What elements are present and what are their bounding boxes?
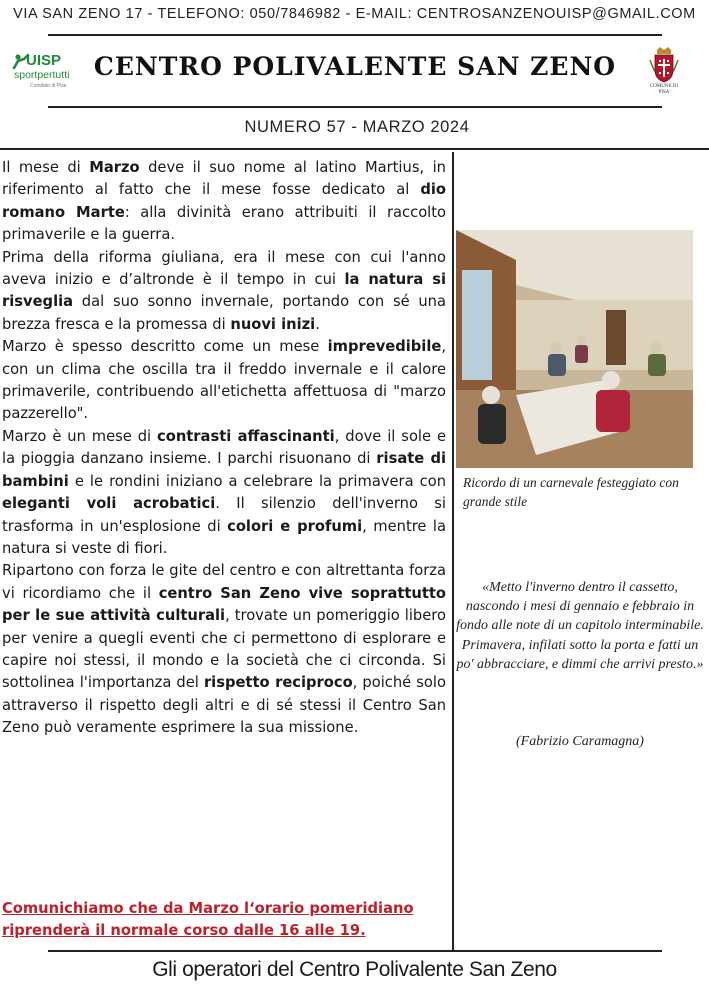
article-paragraph: Ripartono con forza le gite del centro e con altrettanta forza vi ricordiamo che il centro San Zeno vive soprattutto per le sue attività culturali, trovate un pomeriggio libero per venire a quegli eventi che ci permettono di esplorare e capire noi stessi, il mondo e la società che ci circonda. Si sottolinea l'importanza del rispetto reciproco, poiché solo attraverso il rispetto degli altri e di sé stessi il Centro San Zeno può veramente esprimere la sua missione. [2, 562, 446, 737]
schedule-notice: Comunichiamo che da Marzo l‘orario pomeridiano riprenderà il normale corso dalle 16 alle 19. [2, 900, 414, 940]
title-rule [48, 106, 662, 108]
issue-number: NUMERO 57 - MARZO 2024 [244, 118, 470, 136]
article-body [2, 157, 446, 740]
carnival-photo [456, 230, 693, 468]
uisp-logo-subtitle: sportpertutti [14, 69, 70, 81]
footer-signature: Gli operatori del Centro Polivalente San Zeno [152, 958, 557, 981]
contact-info: VIA SAN ZENO 17 - TELEFONO: 050/7846982 - E-MAIL: CENTROSANZENOUISP@GMAIL.COM [13, 6, 696, 22]
spring-quote: «Metto l'inverno dentro il cassetto, nascondo i mesi di gennaio e febbraio in fondo alle note di un capitolo interminabile. Primavera, infilati sotto la porta e fatti un po' abbracciare, e dimmi che arrivi presto.» [456, 580, 704, 672]
uisp-logo-name: UISP [26, 52, 62, 69]
quote-author: (Fabrizio Caramagna) [516, 734, 644, 749]
article-paragraph: Il mese di Marzo deve il suo nome al latino Martius, in riferimento al fatto che il mese fosse dedicato al dio romano Marte: alla divinità erano attribuiti il raccolto primaverile e la guerra. [2, 159, 447, 244]
newsletter-title: CENTRO POLIVALENTE SAN ZENO [93, 52, 617, 81]
footer-rule [48, 950, 662, 952]
uisp-logo [12, 52, 78, 94]
top-rule [48, 34, 662, 36]
comune-di-pisa-crest [644, 46, 684, 96]
pisa-crest-icon [644, 46, 684, 84]
uisp-logo-tiny: Comitato di Pisa [30, 83, 67, 89]
article-paragraph: Marzo è spesso descritto come un mese imprevedibile, con un clima che oscilla tra il freddo invernale e il calore primaverile, contribuendo all'etichetta affettuosa di "marzo pazzerello". [2, 338, 446, 423]
photo-caption: Ricordo di un carnevale festeggiato con grande stile [463, 475, 679, 509]
issue-rule [0, 148, 709, 150]
article-paragraph: Prima della riforma giuliana, era il mese con cui l'anno aveva inizio e d’altronde è il tempo in cui la natura si risveglia dal suo sonno invernale, portando con sé una brezza fresca e la promessa di nuovi inizi. [2, 248, 447, 333]
article-paragraph: Marzo è un mese di contrasti affascinanti, dove il sole e la pioggia danzano insieme. I parchi risuonano di risate di bambini e le rondini iniziano a celebrare la primavera con eleganti voli acrobatici. Il silenzio dell'inverno si trasforma in un'esplosione di colori e profumi, mentre la natura si veste di fiori. [2, 427, 447, 557]
comune-label: COMUNE DI PISA [649, 84, 679, 95]
column-divider [452, 152, 454, 952]
